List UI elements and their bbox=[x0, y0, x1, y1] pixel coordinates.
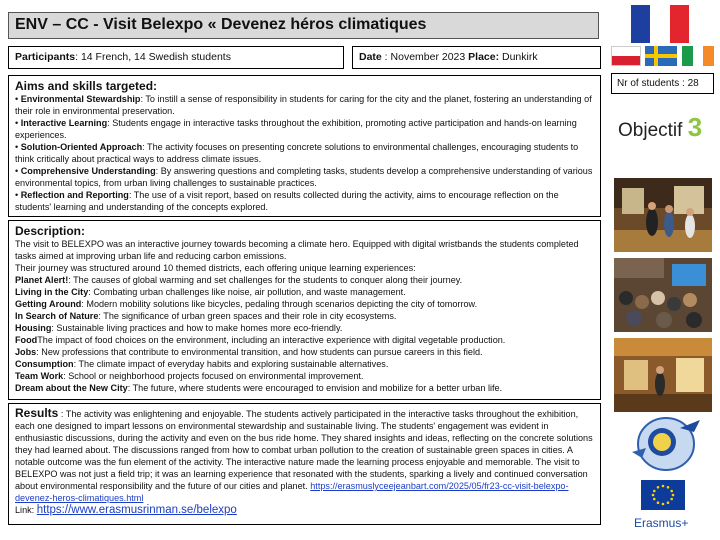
participants-value: : 14 French, 14 Swedish students bbox=[75, 51, 231, 63]
participants-box bbox=[8, 46, 344, 69]
district-item: In Search of Nature: The significance of urban green spaces and their role in city ecosystems. bbox=[15, 311, 397, 321]
date-value: : November 2023 bbox=[381, 51, 469, 63]
district-item: Jobs: New professions that contribute to environmental transition, and how students can pursue careers in this field. bbox=[15, 347, 483, 357]
district-item: Dream about the New City: The future, where students were encouraged to envision and mobilize for a better urban life. bbox=[15, 383, 503, 393]
results-link-2[interactable]: https://www.erasmusrinman.se/belexpo bbox=[36, 504, 237, 516]
link-label: Link: bbox=[15, 505, 37, 515]
aims-item: • Reflection and Reporting: The use of a visit report, based on results collected during the activity, aims to encourage reflection on the students' learning and understanding of the concepts explored. bbox=[15, 190, 559, 212]
aims-item: • Environmental Stewardship: To instill a sense of responsibility in students for caring for the city and the planet, fostering an understanding of their role in environmental preservation. bbox=[15, 94, 592, 116]
aims-heading: Aims and skills targeted: bbox=[15, 79, 158, 93]
title-bar bbox=[8, 12, 599, 39]
flag-poland-icon bbox=[611, 46, 641, 66]
place-value: Dunkirk bbox=[499, 51, 538, 63]
participants-label: Participants bbox=[15, 51, 76, 63]
aims-item: • Comprehensive Understanding: By answering questions and completing tasks, students develop a comprehensive understanding of various environmental topics, from urban living challenges to sustainable practices. bbox=[15, 166, 593, 188]
page-title: ENV – CC - Visit Belexpo « Devenez héros climatiques bbox=[15, 16, 427, 33]
exhibition-photo-1 bbox=[614, 178, 712, 252]
description-intro: The visit to BELEXPO was an interactive journey towards becoming a climate hero. Equipped with digital wristbands the students completed tasks aimed at improving urban life and reducing carbon emissions. bbox=[15, 239, 579, 261]
erasmus-plus-label: Erasmus+ bbox=[634, 516, 689, 530]
description-heading: Description: bbox=[15, 224, 86, 238]
district-item: Housing: Sustainable living practices and how to make homes more eco-friendly. bbox=[15, 323, 343, 333]
flag-sweden-icon bbox=[645, 46, 677, 66]
district-item: Team Work: School or neighborhood projects focused on environmental improvement. bbox=[15, 371, 364, 381]
results-heading: Results bbox=[15, 406, 59, 420]
results-section: Results : The activity was enlightening and enjoyable. The students actively participated in the interactive tasks throughout the exhibition, each one designed to impart lessons on environmental stewardship and sustainable living. The students' engagement was evident in enthusiastic discussions, during the activity and even on the bus ride home. They shared insights and ideas, reflecting on the concrete solutions they had learned about. The discussions ranged from how to combat urban pollution to the creation of sustainable green spaces in cities. A notable outcome was the fun element of the activity. The interactive nature made the learning process enjoyable and memorable. The visit to BELEXPO was not just a field trip; it was an learning experience that resonated with the students, sparking a lively and continued conversation about environmental responsibility and the future of our cities and planet. https://erasmuslyceejeanbart.com/2025/05/fr23-cc-visit-belexpo-devenez-heros-climatiques.html Link: https://www.erasmusrinman.se/belexpo bbox=[8, 403, 601, 525]
aims-item: • Interactive Learning: Students engage in interactive tasks throughout the exhibition, promoting active participation and hands-on learning experiences. bbox=[15, 118, 577, 140]
nr-students: Nr of students : 28 bbox=[617, 78, 699, 89]
district-item: Living in the City: Combating urban challenges like noise, air pollution, and waste management. bbox=[15, 287, 406, 297]
description-section bbox=[8, 220, 601, 400]
objectif-3-logo: Objectif 3 bbox=[618, 112, 703, 142]
aims-item: • Solution-Oriented Approach: The activity focuses on presenting concrete solutions to environmental challenges, encouraging students to think critically about practical ways to address climate issues. bbox=[15, 142, 579, 164]
date-place-box bbox=[352, 46, 601, 69]
district-item: Planet Alert!: The causes of global warming and set challenges for the students to conquer along their journey. bbox=[15, 275, 463, 285]
project-logo-icon bbox=[628, 412, 704, 474]
results-text: The activity was enlightening and enjoyable. The students actively participated in the interactive tasks throughout the exhibition, each one designed to impart lessons on environmental stewardship and sustainable living. The students' engagement was evident in enthusiastic discussions, during the activity and even on the bus ride home. They shared insights and ideas, reflecting on the concrete solutions they had learned about. The discussions ranged from how to combat urban pollution to the creation of sustainable green spaces in cities. A notable outcome was the fun element of the activity. The interactive nature made the learning process enjoyable and memorable. The visit to BELEXPO was not just a field trip; it was an learning experience that resonated with the students, sparking a lively and continued conversation about environmental responsibility and the future of our cities and planet. bbox=[15, 409, 593, 491]
date-label: Date bbox=[359, 51, 382, 63]
exhibition-photo-2 bbox=[614, 258, 712, 332]
district-item: Consumption: The climate impact of everyday habits and exploring sustainable alternatives. bbox=[15, 359, 389, 369]
nr-students-box bbox=[611, 73, 714, 94]
exhibition-photo-3 bbox=[614, 338, 712, 412]
place-label: Place: bbox=[468, 51, 500, 63]
description-intro-2: Their journey was structured around 10 themed districts, each offering unique learning experiences: bbox=[15, 263, 416, 273]
results-link-1[interactable]: https://erasmuslyceejeanbart.com/2025/05/fr23-cc-visit-belexpo-devenez-heros-climatiques.html bbox=[15, 481, 569, 503]
aims-section bbox=[8, 75, 601, 217]
district-item: Getting Around: Modern mobility solutions like bicycles, pedaling through scenarios depicting the city of tomorrow. bbox=[15, 299, 478, 309]
eu-flag-icon bbox=[641, 480, 685, 510]
district-item: FoodThe impact of food choices on the environment, including an interactive experience with digital vegetable production. bbox=[15, 335, 506, 345]
flag-france-icon bbox=[631, 5, 689, 43]
flag-ireland-icon bbox=[682, 46, 714, 66]
